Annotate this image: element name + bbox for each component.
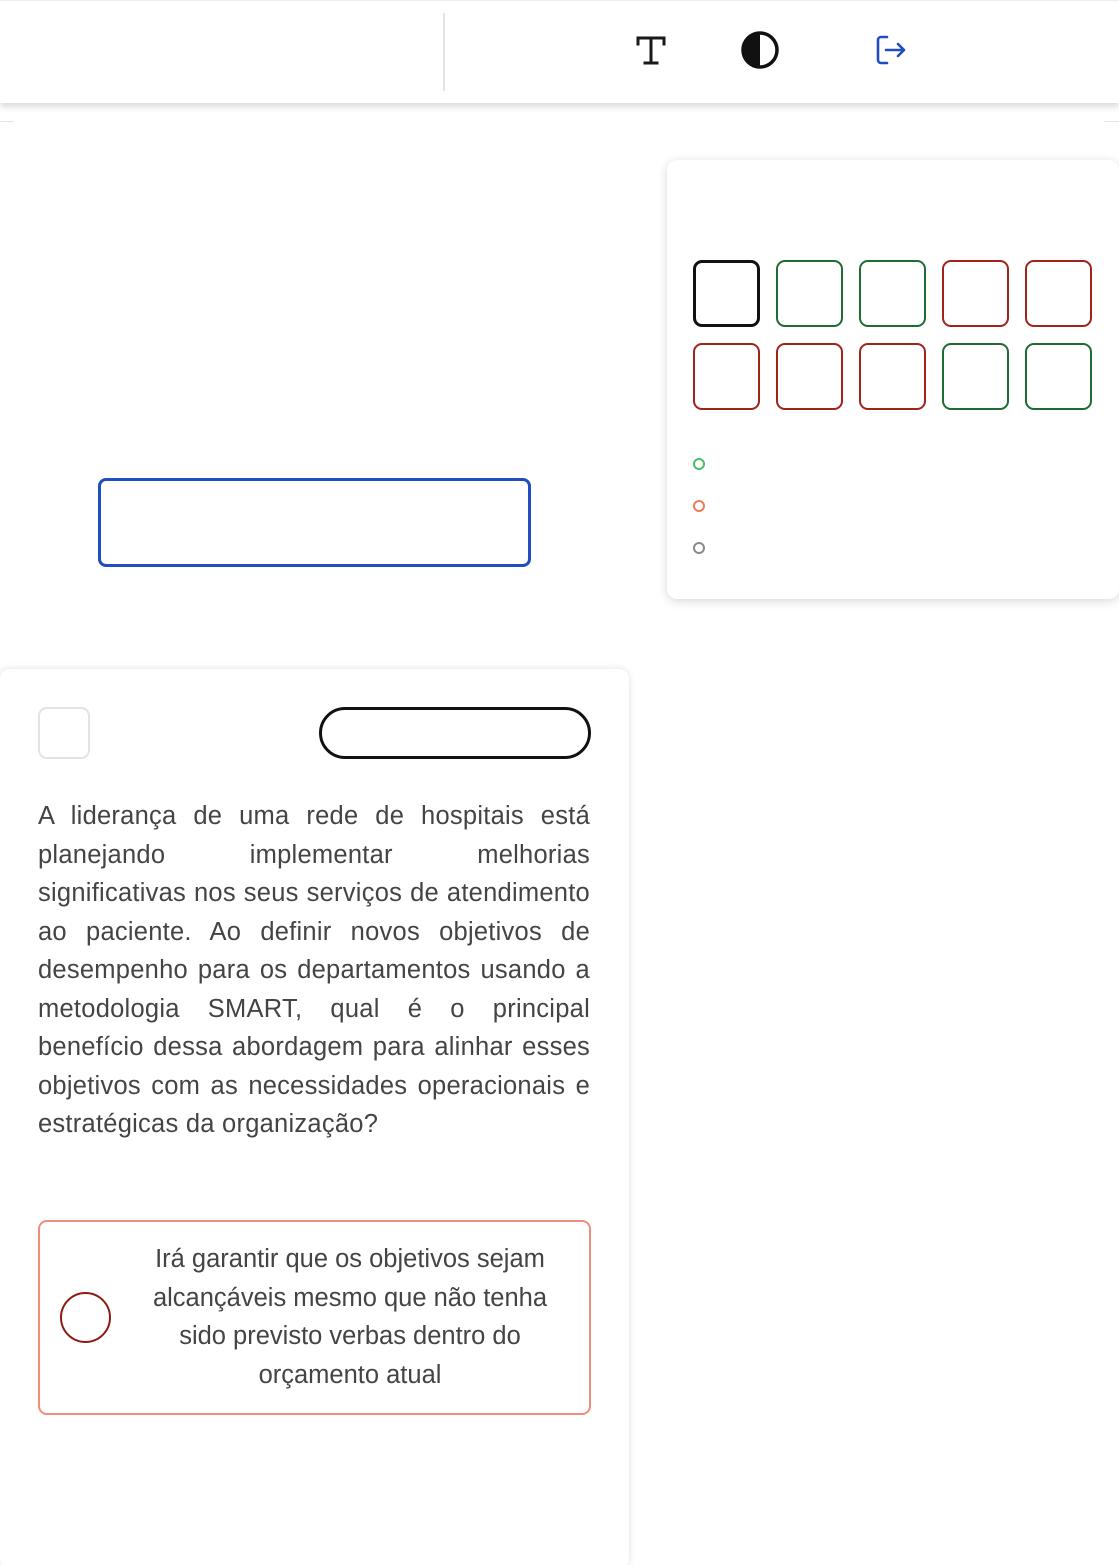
- question-text: A liderança de uma rede de hospitais está planejando implementar melhorias significativas nos seus serviços de atendimento ao paciente. Ao definir novos objetivos de desempenho para os departamentos usando a metodologia SMART, qual é o principal benefício dessa abordagem para alinhar esses objetivos com as necessidades operacionais e estratégicas da organização?: [38, 802, 590, 1138]
- answer-input[interactable]: [98, 478, 531, 567]
- question-nav-6[interactable]: [693, 343, 760, 410]
- question-nav-1[interactable]: [693, 260, 760, 327]
- contrast-icon: [740, 30, 780, 70]
- question-grid: [693, 260, 1092, 410]
- correct-dot-icon: [693, 458, 705, 470]
- unanswered-dot-icon: [693, 542, 705, 554]
- question-nav-7[interactable]: [776, 343, 843, 410]
- question-nav-5[interactable]: [1025, 260, 1092, 327]
- question-navigator-panel: [667, 160, 1119, 599]
- status-legend: [693, 443, 705, 569]
- top-toolbar: [0, 0, 1119, 103]
- answer-radio[interactable]: [60, 1292, 111, 1343]
- answer-text: Irá garantir que os objetivos sejam alcançáveis mesmo que não tenha sido previsto verbas dentro do orçamento atual: [152, 1245, 548, 1389]
- question-nav-10[interactable]: [1025, 343, 1092, 410]
- wrong-dot-icon: [693, 500, 705, 512]
- question-action-button[interactable]: [319, 707, 591, 759]
- font-size-icon: [634, 33, 668, 67]
- answer-option[interactable]: [38, 1220, 591, 1415]
- question-nav-9[interactable]: [942, 343, 1009, 410]
- question-nav-2[interactable]: [776, 260, 843, 327]
- legend-item-unanswered: [693, 527, 705, 569]
- divider-line: [1104, 121, 1119, 122]
- legend-item-wrong: [693, 485, 705, 527]
- divider-line: [0, 121, 14, 122]
- mark-question-checkbox[interactable]: [38, 707, 90, 759]
- question-card: [0, 669, 629, 1565]
- question-nav-3[interactable]: [859, 260, 926, 327]
- question-nav-4[interactable]: [942, 260, 1009, 327]
- contrast-button[interactable]: [737, 27, 783, 73]
- logout-icon: [873, 32, 909, 68]
- legend-item-correct: [693, 443, 705, 485]
- logout-button[interactable]: [868, 27, 914, 73]
- question-nav-8[interactable]: [859, 343, 926, 410]
- toolbar-divider: [443, 13, 445, 91]
- font-size-button[interactable]: [628, 27, 674, 73]
